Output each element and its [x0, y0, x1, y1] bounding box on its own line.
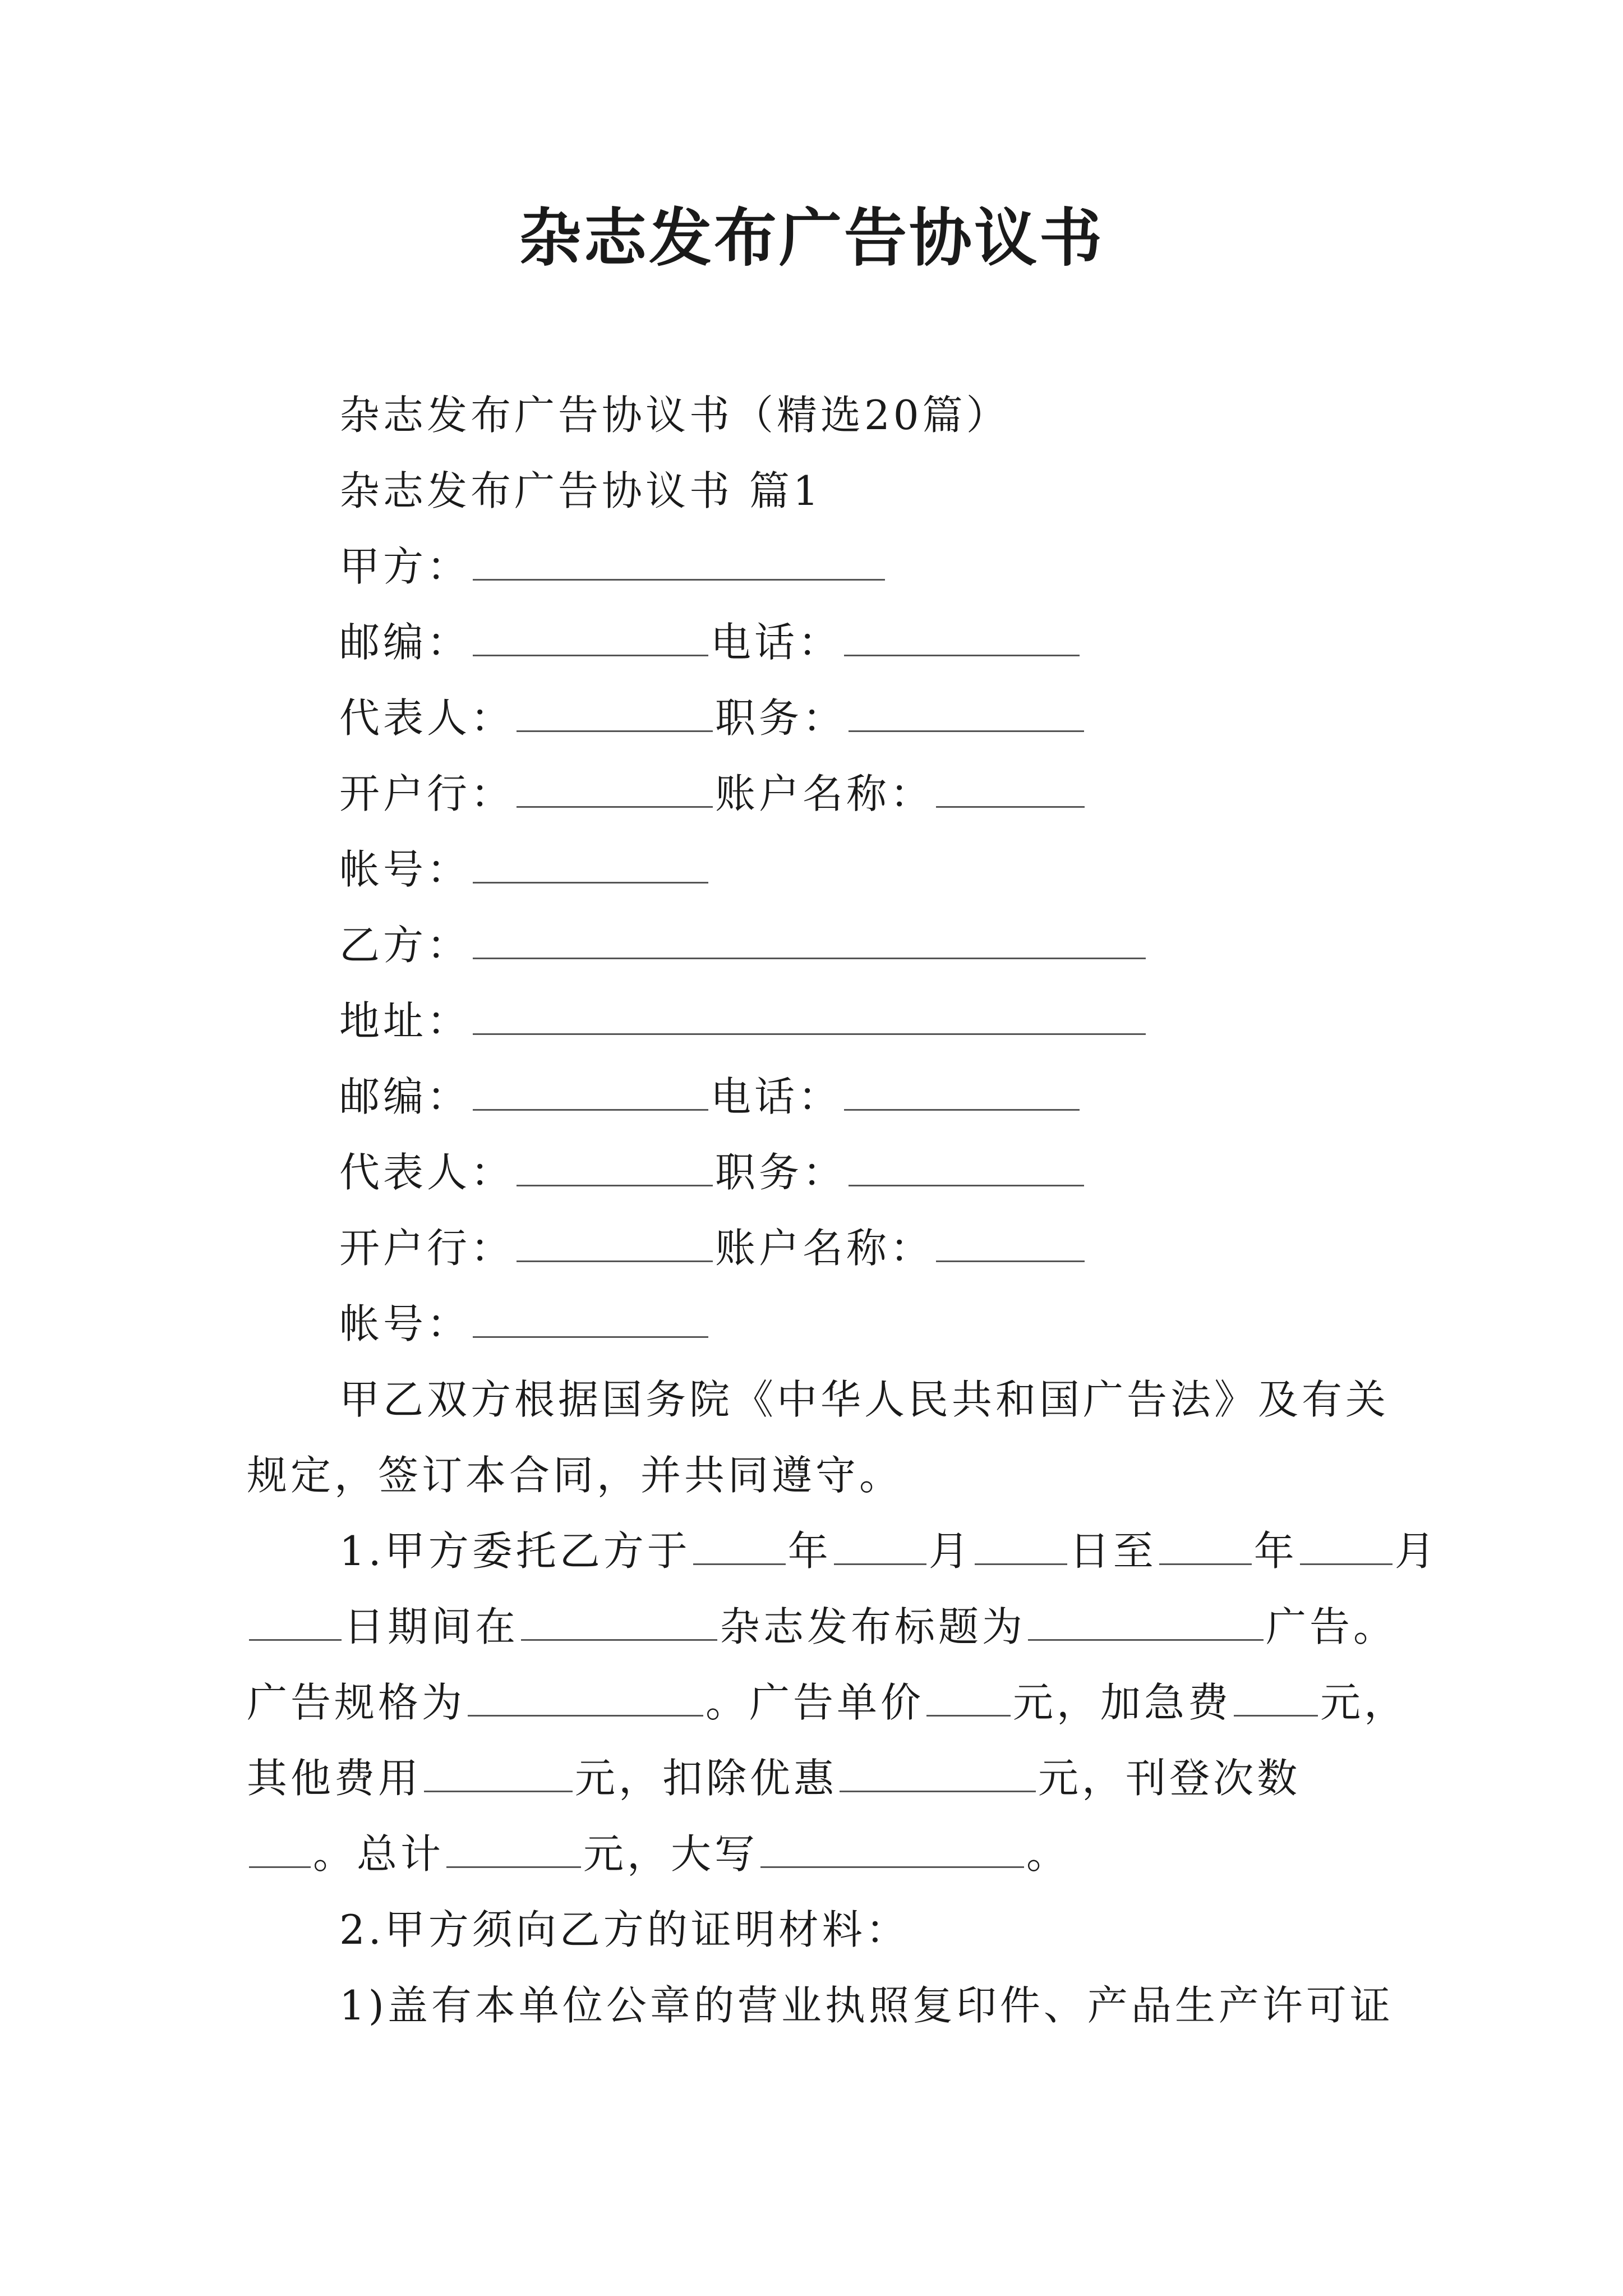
- clause-1-start: 1.甲方委托乙方于: [339, 1527, 691, 1575]
- clause-1-line-5: [247, 1826, 1070, 1882]
- clause-2-heading: 2.甲方须向乙方的证明材料：: [339, 1906, 910, 1953]
- start-day-field[interactable]: [975, 1531, 1067, 1565]
- party-a-field[interactable]: [473, 546, 885, 581]
- end-year-field[interactable]: [1159, 1531, 1252, 1565]
- party-b-label: 乙方：: [339, 922, 471, 969]
- yuan-label: 元，: [1013, 1679, 1101, 1726]
- end-day-field[interactable]: [249, 1607, 342, 1641]
- party-b-row: [339, 917, 1148, 973]
- yuan-label: 元，: [583, 1830, 671, 1878]
- phone-label: 电话：: [711, 1073, 842, 1120]
- year-label: 年: [1253, 1527, 1298, 1575]
- party-b-address-row: [339, 993, 1148, 1049]
- address-field[interactable]: [473, 1001, 1146, 1035]
- bank-label: 开户行：: [339, 1225, 515, 1272]
- postcode-label: 邮编：: [339, 619, 471, 666]
- address-label: 地址：: [339, 997, 471, 1045]
- document-title: 杂志发布广告协议书: [519, 201, 1104, 275]
- total-label: 。总计: [313, 1830, 445, 1878]
- party-b-postcode-row: [339, 1069, 1082, 1125]
- clause-2-item-1: 1)盖有本单位公章的营业执照复印件、产品生产许可证: [339, 1982, 1394, 2029]
- insertions-label: 刊登次数: [1126, 1755, 1301, 1802]
- party-a-representative-row: [339, 690, 1086, 746]
- uppercase-amount-field[interactable]: [760, 1834, 1024, 1868]
- subtitle: 杂志发布广告协议书（精选20篇）: [339, 392, 1010, 439]
- magazine-field[interactable]: [521, 1607, 717, 1641]
- account-name-label: 账户名称：: [715, 770, 934, 817]
- start-year-field[interactable]: [693, 1531, 786, 1565]
- bank-field[interactable]: [517, 774, 713, 808]
- unit-price-label: 。广告单价: [706, 1679, 925, 1726]
- intro-line-1: 甲乙双方根据国务院《中华人民共和国广告法》及有关: [339, 1376, 1390, 1423]
- party-b-representative-row: [339, 1144, 1086, 1200]
- year-label: 年: [787, 1527, 832, 1575]
- account-no-label: 帐号：: [339, 1300, 471, 1347]
- party-a-bank-row: [339, 766, 1087, 822]
- total-field[interactable]: [446, 1834, 581, 1868]
- start-month-field[interactable]: [834, 1531, 926, 1565]
- spec-label: 广告规格为: [247, 1679, 466, 1726]
- party-a-account-row: [339, 841, 711, 898]
- bank-label: 开户行：: [339, 770, 515, 817]
- ad-title-field[interactable]: [1028, 1607, 1264, 1641]
- yuan-label: 元，: [1320, 1679, 1408, 1726]
- period-label: 日期间在: [344, 1603, 519, 1650]
- rush-fee-label: 加急费: [1100, 1679, 1232, 1726]
- phone-field[interactable]: [844, 622, 1080, 656]
- spec-field[interactable]: [468, 1682, 703, 1717]
- representative-label: 代表人：: [339, 694, 515, 742]
- account-name-field[interactable]: [936, 1228, 1085, 1262]
- postcode-field[interactable]: [473, 622, 708, 656]
- party-b-bank-row: [339, 1220, 1087, 1276]
- phone-label: 电话：: [711, 619, 842, 666]
- period: 。: [1026, 1830, 1071, 1878]
- month-label: 月: [928, 1527, 972, 1575]
- insertions-field[interactable]: [249, 1834, 311, 1868]
- month-label: 月: [1394, 1527, 1438, 1575]
- intro-line-2: 规定，签订本合同，并共同遵守。: [247, 1452, 903, 1499]
- bank-field[interactable]: [517, 1228, 713, 1262]
- day-to-label: 日至: [1069, 1527, 1157, 1575]
- unit-price-field[interactable]: [926, 1682, 1011, 1717]
- party-b-account-row: [339, 1296, 711, 1352]
- section-heading: 杂志发布广告协议书 篇1: [339, 467, 822, 514]
- account-name-field[interactable]: [936, 774, 1085, 808]
- position-field[interactable]: [849, 1152, 1084, 1186]
- discount-field[interactable]: [840, 1758, 1036, 1792]
- party-a-label: 甲方：: [339, 543, 471, 590]
- clause-1-line-1: [339, 1523, 1438, 1579]
- representative-field[interactable]: [517, 698, 713, 732]
- postcode-label: 邮编：: [339, 1073, 471, 1120]
- clause-1-line-2: [247, 1599, 1397, 1655]
- representative-field[interactable]: [517, 1152, 713, 1186]
- rush-fee-field[interactable]: [1234, 1682, 1318, 1717]
- account-no-field[interactable]: [473, 1304, 708, 1338]
- account-no-field[interactable]: [473, 849, 708, 884]
- account-no-label: 帐号：: [339, 846, 471, 893]
- party-a-row: [339, 539, 887, 595]
- other-fee-field[interactable]: [424, 1758, 573, 1792]
- uppercase-label: 大写: [671, 1830, 759, 1878]
- ad-end-label: 广告。: [1266, 1603, 1398, 1650]
- party-b-field[interactable]: [473, 925, 1146, 959]
- clause-1-line-3: [247, 1674, 1408, 1731]
- account-name-label: 账户名称：: [715, 1225, 934, 1272]
- other-fee-label: 其他费用: [247, 1755, 422, 1802]
- yuan-label: 元，: [575, 1755, 663, 1802]
- position-label: 职务：: [715, 694, 847, 742]
- postcode-field[interactable]: [473, 1076, 708, 1111]
- end-month-field[interactable]: [1300, 1531, 1393, 1565]
- clause-1-line-4: [247, 1750, 1301, 1806]
- phone-field[interactable]: [844, 1076, 1080, 1111]
- position-field[interactable]: [849, 698, 1084, 732]
- discount-label: 扣除优惠: [662, 1755, 838, 1802]
- party-a-postcode-row: [339, 614, 1082, 670]
- title-label: 杂志发布标题为: [720, 1603, 1026, 1650]
- position-label: 职务：: [715, 1149, 847, 1196]
- representative-label: 代表人：: [339, 1149, 515, 1196]
- yuan-label: 元，: [1038, 1755, 1126, 1802]
